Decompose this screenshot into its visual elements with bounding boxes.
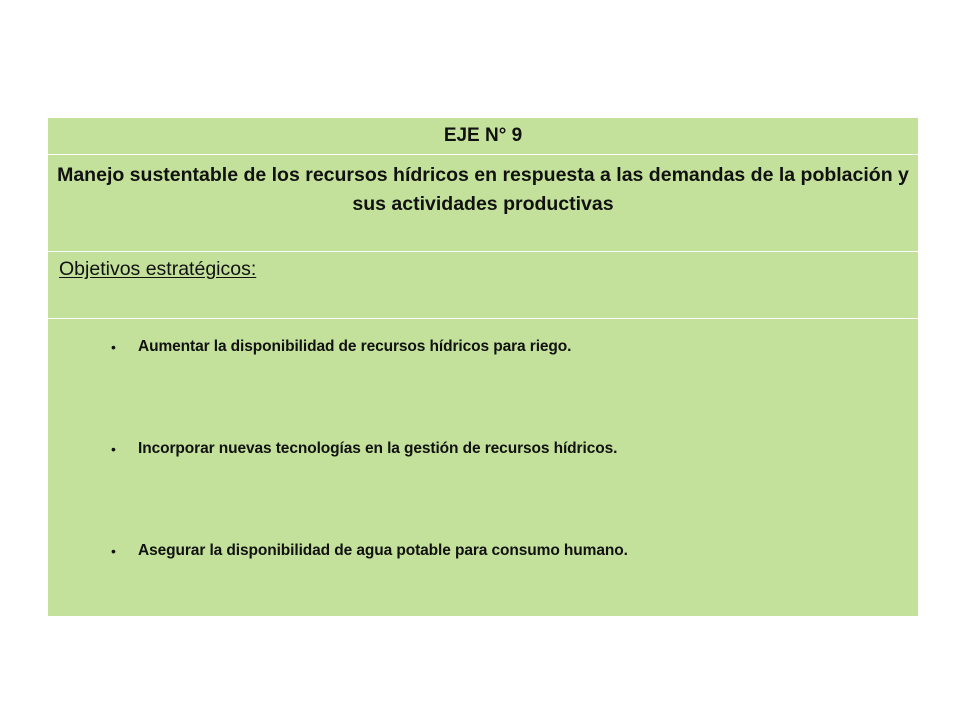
objective-list	[48, 333, 918, 564]
objective-text: Asegurar la disponibilidad de agua potable para consumo humano.	[138, 541, 628, 559]
objective-text: Incorporar nuevas tecnologías en la gestión de recursos hídricos.	[138, 439, 618, 457]
axis-subtitle: Manejo sustentable de los recursos hídricos en respuesta a las demandas de la población y sus actividades productivas	[57, 164, 909, 215]
axis-subtitle-row	[48, 155, 918, 252]
axis-table	[48, 118, 918, 616]
objective-item	[48, 333, 918, 360]
objective-item	[48, 435, 918, 462]
objectives-header-row	[48, 252, 918, 319]
objectives-row	[48, 319, 918, 616]
objective-text: Aumentar la disponibilidad de recursos hídricos para riego.	[138, 337, 572, 355]
bullet-icon: •	[111, 542, 116, 559]
objective-item	[48, 537, 918, 564]
axis-title: EJE N° 9	[443, 125, 523, 146]
objectives-heading: Objetivos estratégicos:	[59, 258, 257, 280]
bullet-icon: •	[111, 338, 116, 355]
axis-title-row	[48, 118, 918, 155]
bullet-icon: •	[111, 440, 116, 457]
